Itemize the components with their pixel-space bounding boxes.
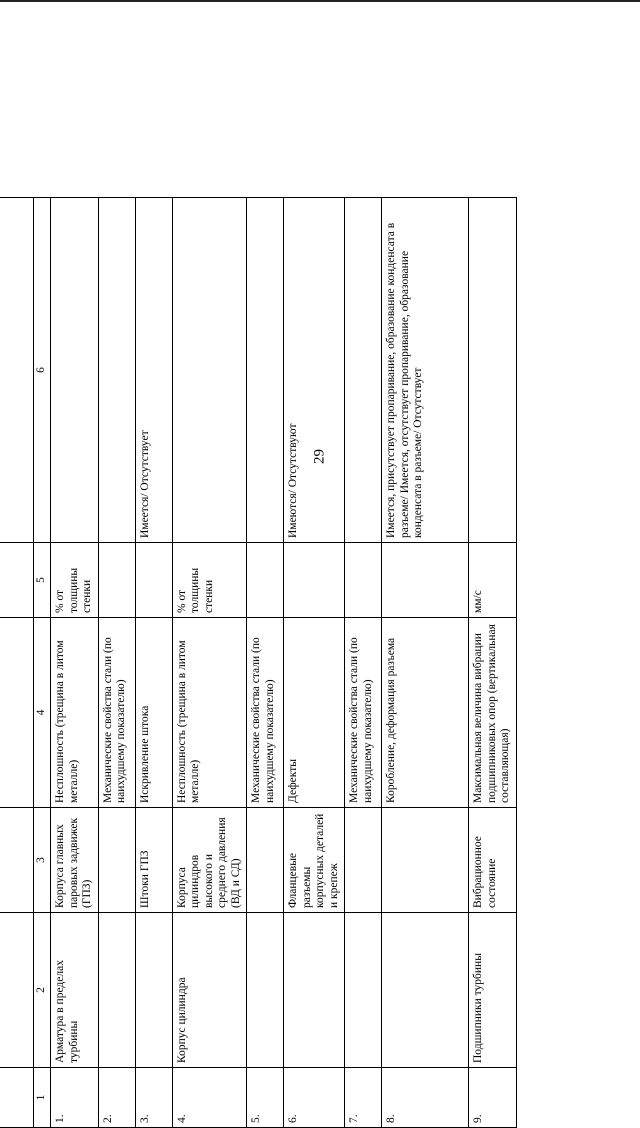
actual-value: Имеется, присутствует пропаривание, образование конденсата в разъеме/ Имеется, отсутствует пропаривание, образование конденсата в разъеме/ Отсутствует (382, 198, 469, 543)
parameter-group (247, 808, 284, 913)
column-number: 5 (34, 543, 51, 618)
parameters-table (0, 197, 517, 1128)
functional-unit: Подшипники турбины (469, 913, 517, 1068)
row-number: 8. (382, 1068, 469, 1128)
table-row (345, 198, 382, 1128)
functional-unit: Арматура в пределах турбины (51, 913, 99, 1068)
table-row (284, 198, 345, 1128)
parameter-group (98, 808, 135, 913)
table-row (98, 198, 135, 1128)
parameter: Механические свойства стали (по наихудшему показателю) (247, 618, 284, 808)
column-number: 2 (34, 913, 51, 1068)
column-number: 1 (34, 1068, 51, 1128)
column-number: 3 (34, 808, 51, 913)
actual-value (469, 198, 517, 543)
parameter-group: Корпуса цилиндров высокого и среднего давления (ВД и СД) (172, 808, 247, 913)
top-rule (0, 0, 640, 2)
unit-of-measure: мм/с (469, 543, 517, 618)
functional-unit: Корпус цилиндра (172, 913, 247, 1068)
parameter: Максимальная величина вибрации подшипниковых опор (вертикальная составляющая) (469, 618, 517, 808)
row-number: 3. (135, 1068, 172, 1128)
unit-of-measure (98, 543, 135, 618)
column-number: 4 (34, 618, 51, 808)
parameter: Несплошность (трещина в литом металле) (51, 618, 99, 808)
parameter: Дефекты (284, 618, 345, 808)
table-row (382, 198, 469, 1128)
table-row (469, 198, 517, 1128)
row-number: 4. (172, 1068, 247, 1128)
header-cell (0, 198, 34, 543)
functional-unit (345, 913, 382, 1068)
unit-of-measure: % от толщины стенки (51, 543, 99, 618)
actual-value (345, 198, 382, 543)
unit-of-measure (247, 543, 284, 618)
functional-unit (247, 913, 284, 1068)
header-row (0, 198, 34, 1128)
page-number: 29 (311, 449, 328, 464)
unit-of-measure: % от толщины стенки (172, 543, 247, 618)
parameter: Коробление, деформация разъема (382, 618, 469, 808)
parameter: Механические свойства стали (по наихудшему показателю) (98, 618, 135, 808)
actual-value (247, 198, 284, 543)
functional-unit (135, 913, 172, 1068)
unit-of-measure (135, 543, 172, 618)
header-cell (0, 543, 34, 618)
parameter-group: Штоки ГПЗ (135, 808, 172, 913)
parameter: Несплошность (трещина в литом металле) (172, 618, 247, 808)
row-number: 9. (469, 1068, 517, 1128)
functional-unit (382, 913, 469, 1068)
row-number: 7. (345, 1068, 382, 1128)
table-row (135, 198, 172, 1128)
unit-of-measure (345, 543, 382, 618)
table-row (172, 198, 247, 1128)
header-cell (0, 1068, 34, 1128)
header-cell (0, 913, 34, 1068)
column-number: 6 (34, 198, 51, 543)
rotated-content (0, 198, 511, 1128)
table-row (247, 198, 284, 1128)
row-number: 6. (284, 1068, 345, 1128)
parameter-group (382, 808, 469, 913)
header-cell (0, 808, 34, 913)
unit-of-measure (284, 543, 345, 618)
row-number: 2. (98, 1068, 135, 1128)
parameter: Механические свойства стали (по наихудшему показателю) (345, 618, 382, 808)
actual-value: Имеются/ Отсутствуют (284, 198, 345, 543)
parameter-group: Корпуса главных паровых задвижек (ГПЗ) (51, 808, 99, 913)
parameter-group: Вибрационное состояние (469, 808, 517, 913)
actual-value (51, 198, 99, 543)
column-number-row (34, 198, 51, 1128)
table-row (51, 198, 99, 1128)
parameter-group (345, 808, 382, 913)
unit-of-measure (382, 543, 469, 618)
actual-value (98, 198, 135, 543)
parameter-group: Фланцевые разъемы корпусных деталей и крепеж (284, 808, 345, 913)
row-number: 1. (51, 1068, 99, 1128)
parameter: Искривление штока (135, 618, 172, 808)
row-number: 5. (247, 1068, 284, 1128)
header-cell (0, 618, 34, 808)
functional-unit (284, 913, 345, 1068)
actual-value: Имеется/ Отсутствует (135, 198, 172, 543)
functional-unit (98, 913, 135, 1068)
actual-value (172, 198, 247, 543)
